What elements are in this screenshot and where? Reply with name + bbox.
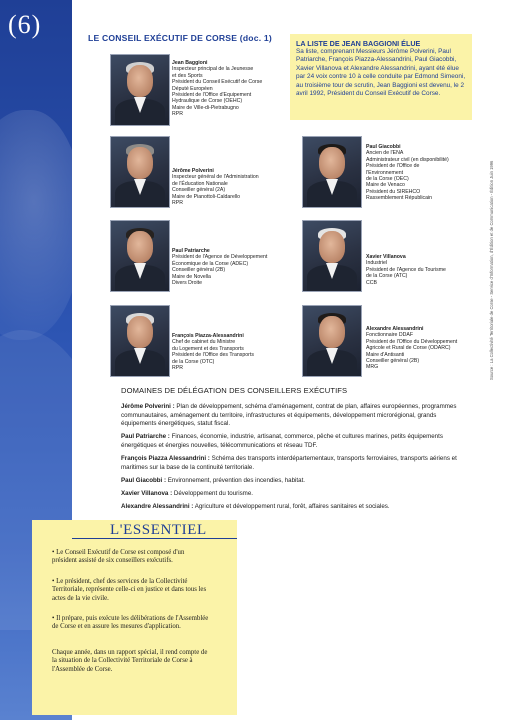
member-bio-line: du Logement et des Transports bbox=[172, 345, 244, 352]
member-bio-line: Maire de Novella bbox=[172, 273, 211, 280]
member-bio-line: Président de l'Office de bbox=[366, 163, 420, 170]
member-bio-line: de l'Éducation Nationale bbox=[172, 180, 228, 187]
domain-item bbox=[121, 403, 471, 429]
member-bio-line: Conseiller général (2A) bbox=[172, 187, 226, 194]
member-bio-line: Président de l'Office d'Equipement bbox=[172, 92, 252, 99]
highlight-title: LA LISTE DE JEAN BAGGIONI ÉLUE bbox=[296, 39, 421, 48]
member-bio bbox=[366, 144, 486, 202]
member-bio bbox=[172, 333, 292, 371]
member-name: Paul Patriarche bbox=[172, 248, 210, 254]
member-bio-line: Député Européen bbox=[172, 85, 213, 92]
member-bio-line: Président de l'Agence de Développement bbox=[172, 254, 268, 261]
member-bio-line: CCB bbox=[366, 279, 377, 286]
member-bio-line: de la Corse (ATC) bbox=[366, 273, 408, 280]
member-photo-giacobbi bbox=[302, 136, 362, 208]
member-bio-line: Ancien de l'ENA bbox=[366, 150, 404, 157]
member-bio-line: MRG bbox=[366, 364, 379, 371]
member-bio bbox=[172, 168, 292, 206]
member-bio-line: Président de l'Office des Transports bbox=[172, 352, 254, 359]
domain-name: Jérôme Polverini : bbox=[121, 403, 175, 410]
member-name: François Piazza-Alessandrini bbox=[172, 333, 244, 339]
background-portrait-silhouette bbox=[0, 110, 72, 340]
member-bio-line: Président de l'Agence du Tourisme bbox=[366, 266, 446, 273]
member-name: Jean Baggioni bbox=[172, 60, 208, 66]
domain-item bbox=[121, 490, 471, 499]
member-bio-line: Industriel bbox=[366, 260, 388, 267]
member-photo-baggioni bbox=[110, 54, 170, 126]
member-bio-line: Maire d'Antisanti bbox=[366, 351, 405, 358]
domain-text: Agriculture et développement rural, forêt, affaires sanitaires et sociales. bbox=[194, 503, 390, 510]
domain-text: Schéma des transports interdépartementaux, transports ferroviaires, transports aériens et maritimes sur la base de la continuité territoriale. bbox=[121, 455, 457, 471]
member-bio bbox=[172, 248, 292, 286]
member-bio bbox=[366, 326, 486, 371]
member-bio-line: Hydraulique de Corse (OEHC) bbox=[172, 98, 243, 105]
domain-item bbox=[121, 433, 471, 450]
essentiel-paragraph: Chaque année, dans un rapport spécial, il rend compte de la situation de la Collectivité Territoriale de Corse à l'Assemblée de Corse. bbox=[52, 649, 208, 673]
member-bio bbox=[366, 254, 486, 286]
domain-name: Xavier Villanova : bbox=[121, 490, 173, 497]
domain-text: Environnement, prévention des incendies, habitat. bbox=[167, 477, 306, 484]
member-bio-line: Chef de cabinet du Ministre bbox=[172, 339, 236, 346]
page-title: LE CONSEIL EXÉCUTIF DE CORSE (doc. 1) bbox=[88, 33, 272, 43]
highlight-text: Sa liste, comprenant Messieurs Jérôme Polverini, Paul Patriarche, François Piazza-Alessandrini, Paul Giacobbi, Xavier Villanova et Alexandre Alessandrini, ayant été élue par 24 voix contre 10 à celle conduite par Edmond Simeoni, au troisième tour de scrutin, Jean Baggioni est devenu, le 2 avril 1992, Président du Conseil Exécutif de Corse. bbox=[296, 48, 466, 98]
domain-text: Développement du tourisme. bbox=[173, 490, 253, 497]
member-name: Paul Giacobbi bbox=[366, 144, 401, 150]
member-bio-line: Président du Conseil Exécutif de Corse bbox=[172, 79, 263, 86]
member-name: Jérôme Polverini bbox=[172, 168, 214, 174]
member-bio-line: RPR bbox=[172, 111, 183, 118]
domain-name: Paul Giacobbi : bbox=[121, 477, 167, 484]
member-photo-patriarche bbox=[110, 220, 170, 292]
essentiel-divider bbox=[72, 538, 237, 539]
member-bio-line: RPR bbox=[172, 365, 183, 372]
source-credit: Source : La Collectivité Territoriale de Corse - Service d'Information, d'Édition et de Communication - Édition Juin 1996 bbox=[489, 160, 494, 380]
member-photo-alessandrini bbox=[302, 305, 362, 377]
member-bio-line: Inspecteur principal de la Jeunesse bbox=[172, 66, 254, 73]
member-photo-piazza-alessandrini bbox=[110, 305, 170, 377]
member-bio bbox=[172, 60, 292, 118]
member-bio-line: Président du SIREHCO bbox=[366, 188, 421, 195]
member-bio-line: l'Environnement bbox=[366, 169, 404, 176]
member-bio-line: Maire de Ville-di-Pietrabugno bbox=[172, 104, 239, 111]
domain-name: François Piazza Alessandrini : bbox=[121, 455, 210, 462]
member-bio-line: Inspecteur général de l'Administration bbox=[172, 174, 259, 181]
member-bio-line: Maire de Pianottoli-Caldarello bbox=[172, 193, 241, 200]
domain-text: Plan de développement, schéma d'aménagement, contrat de plan, affaires européennes, programmes communautaires, aménagement du territoire, infrastructures et équipements, développement microrégional, grands équipements énergétiques, statut fiscal. bbox=[121, 403, 457, 428]
member-bio-line: RPR bbox=[172, 200, 183, 207]
essentiel-title: L'ESSENTIEL bbox=[110, 522, 207, 538]
page-number: (6) bbox=[8, 10, 42, 39]
domain-name: Paul Patriarche : bbox=[121, 433, 170, 440]
essentiel-paragraph: • Le Conseil Exécutif de Corse est composé d'un président assisté de six conseillers exécutifs. bbox=[52, 549, 185, 565]
member-bio-line: Administrateur civil (en disponibilité) bbox=[366, 156, 449, 163]
essentiel-paragraph: • Il prépare, puis exécute les délibérations de l'Assemblée de Corse et en assure les mesures d'application. bbox=[52, 615, 209, 631]
domain-text: Finances, économie, industrie, artisanat, commerce, pêche et cultures marines, petits équipements énergétiques et énergies nouvelles, télécommunications et réseau TDF. bbox=[121, 433, 443, 449]
member-bio-line: Divers Droite bbox=[172, 280, 202, 287]
member-bio-line: Conseiller général (2B) bbox=[172, 267, 226, 274]
essentiel-paragraph: • Le président, chef des services de la Collectivité Territoriale, représente celle-ci en justice et dans tous les actes de la vie civile. bbox=[52, 578, 207, 602]
member-bio-line: Rassemblement Républicain bbox=[366, 195, 433, 202]
member-bio-line: de la Corse (OEC) bbox=[366, 176, 409, 183]
member-bio-line: Maire de Venaco bbox=[366, 182, 405, 189]
domain-item bbox=[121, 455, 471, 472]
member-bio-line: Agricole et Rural de Corse (ODARC) bbox=[366, 345, 451, 352]
domain-item bbox=[121, 503, 471, 512]
member-bio-line: Président de l'Office du Développement bbox=[366, 338, 458, 345]
member-bio-line: de la Corse (OTC) bbox=[172, 358, 215, 365]
member-name: Xavier Villanova bbox=[366, 254, 406, 260]
member-photo-villanova bbox=[302, 220, 362, 292]
member-bio-line: et des Sports bbox=[172, 72, 203, 79]
member-bio-line: Économique de la Corse (ADEC) bbox=[172, 260, 249, 267]
domain-name: Alexandre Alessandrini : bbox=[121, 503, 194, 510]
member-photo-polverini bbox=[110, 136, 170, 208]
member-bio-line: Fonctionnaire DDAF bbox=[366, 332, 413, 339]
member-bio-line: Conseiller général (2B) bbox=[366, 358, 420, 365]
domains-title: DOMAINES DE DÉLÉGATION DES CONSEILLERS EXÉCUTIFS bbox=[121, 386, 348, 395]
domain-item bbox=[121, 477, 471, 486]
member-name: Alexandre Alessandrini bbox=[366, 326, 424, 332]
